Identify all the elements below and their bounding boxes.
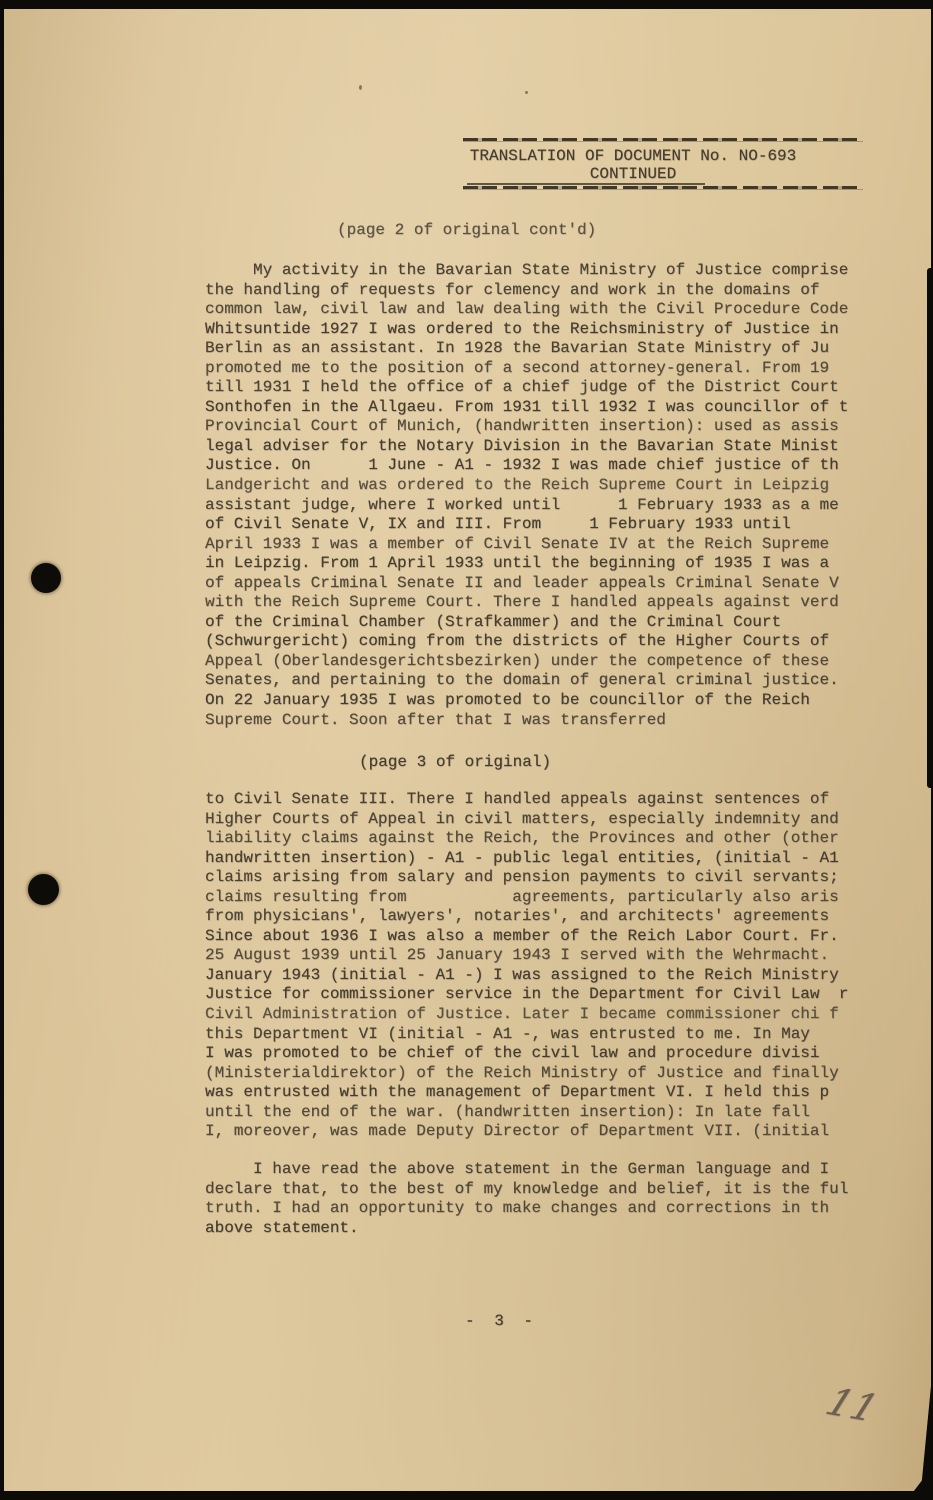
scan-edge-left	[0, 0, 4, 1500]
typed-text-line: from physicians', lawyers', notaries', and architects' agreements	[205, 907, 830, 926]
punch-hole-top	[31, 563, 61, 593]
typed-text-line: Appeal (Oberlandesgerichtsbezirken) under the competence of these	[205, 651, 830, 670]
typed-text-line: I was promoted to be chief of the civil law and procedure divisi	[205, 1044, 820, 1063]
paper-speck	[525, 91, 528, 94]
typed-text-line: declare that, to the best of my knowledge and belief, it is the ful	[205, 1179, 849, 1198]
typed-text-line: in Leipzig. From 1 April 1933 until the beginning of 1935 I was a	[205, 554, 830, 573]
typed-text-line: Supreme Court. Soon after that I was transferred	[205, 710, 666, 729]
typed-text-line: Whitsuntide 1927 I was ordered to the Reichsministry of Justice in	[205, 319, 839, 338]
typed-text-line: legal adviser for the Notary Division in the Bavarian State Minist	[205, 436, 839, 455]
typed-text-line: claims arising from salary and pension payments to civil servants;	[205, 868, 839, 887]
typed-text-line: I, moreover, was made Deputy Director of Department VII. (initial	[205, 1122, 830, 1141]
typed-text-line: Higher Courts of Appeal in civil matters, especially indemnity and	[205, 809, 839, 828]
section-heading-page2: (page 2 of original cont'd)	[337, 221, 597, 239]
paragraph-page3-text	[205, 790, 848, 1142]
header-rule-bottom	[463, 186, 863, 189]
typed-text-line: Justice for commissioner service in the Department for Civil Law r	[205, 985, 849, 1004]
typed-text-line: of the Criminal Chamber (Strafkammer) and the Criminal Court	[205, 612, 782, 631]
paragraph-page2-text	[205, 261, 848, 730]
typed-text-line: Sonthofen in the Allgaeu. From 1931 till 1932 I was councillor of t	[205, 397, 849, 416]
typed-text-line: I have read the above statement in the German language and I	[205, 1160, 830, 1178]
typed-text-line: handwritten insertion) - A1 - public legal entities, (initial - A1	[205, 848, 839, 867]
typed-text-line: (Schwurgericht) coming from the districts of the Higher Courts of	[205, 632, 830, 651]
document-subtitle: CONTINUED	[589, 165, 677, 183]
typed-text-line: common law, civil law and law dealing with the Civil Procedure Code	[205, 300, 849, 319]
scan-edge-right-band	[927, 268, 933, 788]
typed-text-line: with the Reich Supreme Court. There I handled appeals against verd	[205, 593, 839, 612]
handwritten-note: 11	[819, 1379, 885, 1431]
typed-text-line: 25 August 1939 until 25 January 1943 I served with the Wehrmacht.	[205, 946, 830, 965]
typed-text-line: liability claims against the Reich, the Provinces and other (other	[205, 829, 839, 848]
scan-corner-bottom-right	[907, 1466, 933, 1500]
typed-text-line: January 1943 (initial - A1 -) I was assigned to the Reich Ministry	[205, 965, 839, 984]
typed-text-line: Senates, and pertaining to the domain of general criminal justice.	[205, 671, 839, 690]
typed-text-line: of appeals Criminal Senate II and leader appeals Criminal Senate V	[205, 573, 839, 592]
punch-hole-bottom	[28, 874, 59, 905]
typed-text-line: to Civil Senate III. There I handled appeals against sentences of	[205, 790, 830, 808]
typed-text-line: the handling of requests for clemency and work in the domains of	[205, 280, 820, 299]
header-rule-top	[463, 138, 863, 141]
typed-text-line: of Civil Senate V, IX and III. From 1 February 1933 until	[205, 515, 791, 534]
typed-text-line: Provincial Court of Munich, (handwritten insertion): used as assis	[205, 417, 839, 436]
typed-text-line: Since about 1936 I was also a member of the Reich Labor Court. Fr.	[205, 926, 839, 945]
paragraph-declaration-text	[205, 1160, 848, 1238]
subtitle-underline	[467, 183, 705, 185]
typed-text-line: truth. I had an opportunity to make changes and corrections in th	[205, 1199, 830, 1218]
typed-text-line: Berlin as an assistant. In 1928 the Bavarian State Ministry of Ju	[205, 339, 830, 358]
typed-text-line: Justice. On 1 June - A1 - 1932 I was made chief justice of th	[205, 456, 839, 475]
typed-text-line: My activity in the Bavarian State Ministry of Justice comprise	[205, 261, 849, 279]
typed-text-line: assistant judge, where I worked until 1 February 1933 as a me	[205, 495, 839, 514]
typed-text-line: was entrusted with the management of Department VI. I held this p	[205, 1083, 830, 1102]
typed-text-line: April 1933 I was a member of Civil Senate IV at the Reich Supreme	[205, 534, 830, 553]
typed-text-line: promoted me to the position of a second attorney-general. From 19	[205, 358, 830, 377]
section-heading-page3: (page 3 of original)	[359, 753, 552, 771]
typed-text-line: (Ministerialdirektor) of the Reich Ministry of Justice and finally	[205, 1063, 839, 1082]
typed-text-line: till 1931 I held the office of a chief judge of the District Court	[205, 378, 839, 397]
typed-text-line: Civil Administration of Justice. Later I became commissioner chi f	[205, 1005, 839, 1024]
page-number: - 3 -	[465, 1312, 539, 1330]
scan-edge-bottom	[0, 1491, 933, 1500]
scan-edge-top	[0, 0, 933, 9]
paper-speck	[359, 85, 362, 90]
document-title: TRANSLATION OF DOCUMENT No. NO-693	[469, 147, 797, 165]
typed-text-line: On 22 January 1935 I was promoted to be councillor of the Reich	[205, 691, 810, 710]
typed-text-line: claims resulting from agreements, particularly also aris	[205, 887, 839, 906]
document-page	[4, 9, 931, 1491]
typed-text-line: this Department VI (initial - A1 -, was entrusted to me. In May	[205, 1024, 810, 1043]
typed-text-line: above statement.	[205, 1218, 359, 1237]
typed-text-line: until the end of the war. (handwritten insertion): In late fall	[205, 1102, 810, 1121]
typed-text-line: Landgericht and was ordered to the Reich Supreme Court in Leipzig	[205, 476, 830, 495]
